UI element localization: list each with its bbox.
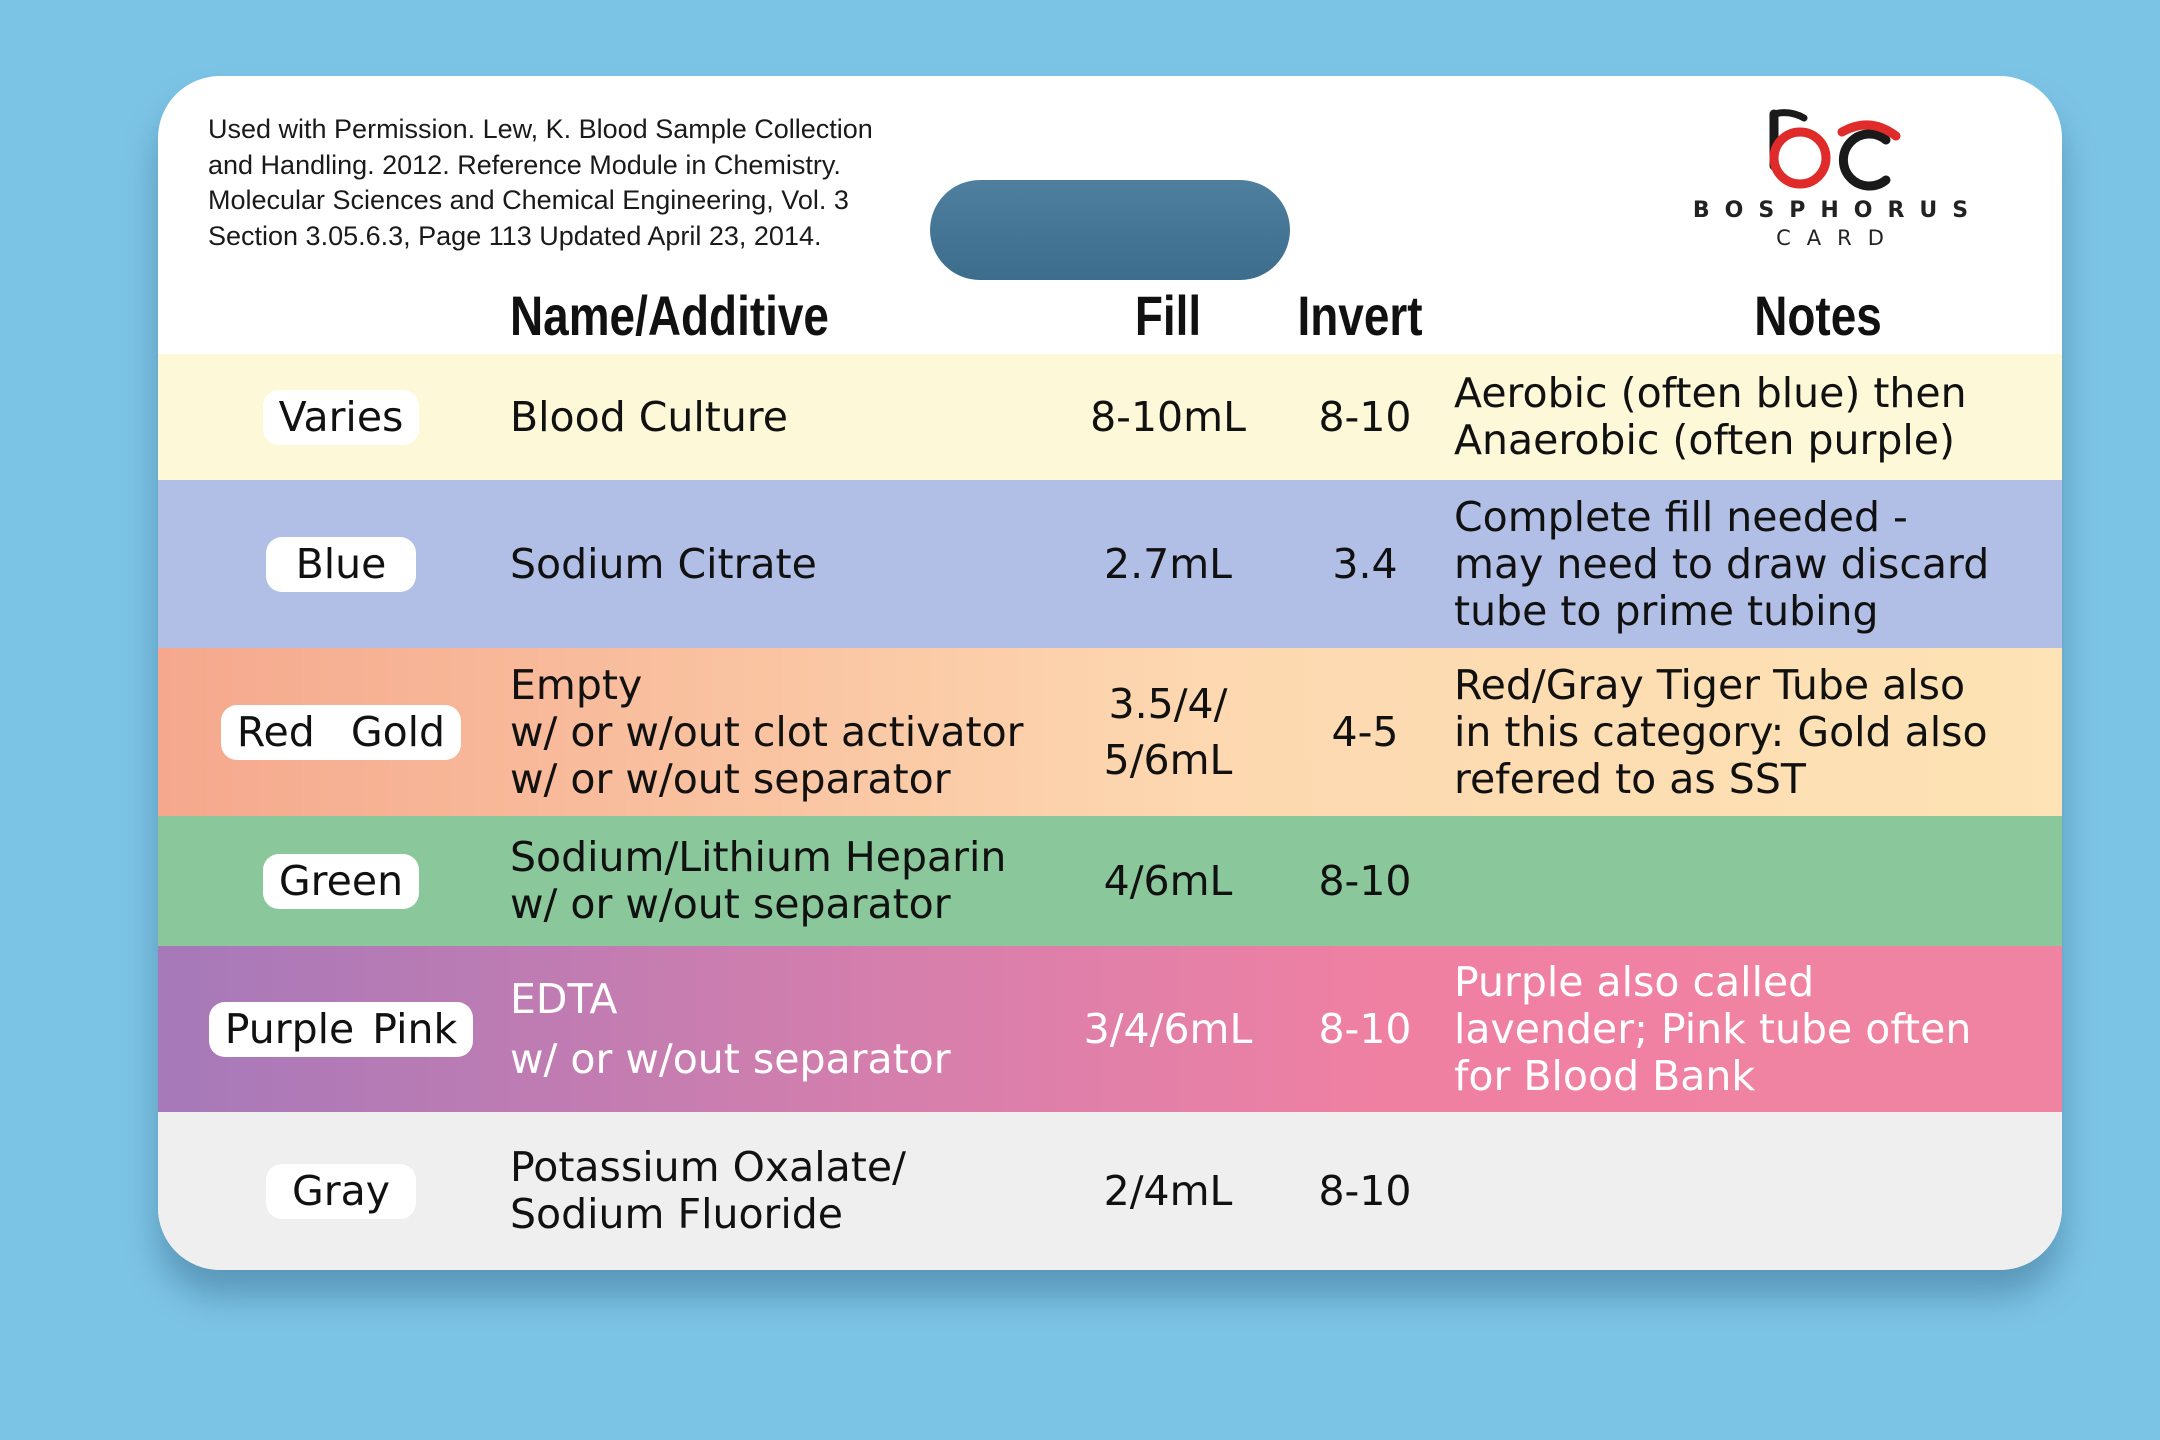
notes: Complete fill needed - may need to draw discard tube to prime tubing xyxy=(1454,492,1990,635)
invert-count: 3.4 xyxy=(1332,539,1398,588)
notes: Purple also called lavender; Pink tube often for Blood Bank xyxy=(1454,957,1972,1100)
invert-count: 8-10 xyxy=(1318,856,1412,905)
tube-row-red-gold xyxy=(158,648,2062,816)
fill-volume: 2/4mL xyxy=(1103,1166,1233,1215)
tube-row-purple-pink xyxy=(158,946,2062,1112)
brand-name: BOSPHORUS xyxy=(1692,198,1984,223)
fill-volume: 2.7mL xyxy=(1104,539,1232,588)
tube-row-varies xyxy=(158,354,2062,480)
bosphorus-logo xyxy=(1678,106,1998,250)
tube-color-pill: Gray xyxy=(266,1164,416,1219)
citation-line: and Handling. 2012. Reference Module in Chemistry. xyxy=(208,149,841,180)
citation-line: Used with Permission. Lew, K. Blood Sample Collection xyxy=(208,114,873,144)
lanyard-slot xyxy=(930,180,1290,280)
additive-name: Blood Culture xyxy=(510,392,788,441)
tube-color-pill: Varies xyxy=(263,390,420,445)
additive-name: Sodium Citrate xyxy=(510,539,817,588)
additive-name: EDTA w/ or w/out separator xyxy=(510,975,951,1083)
header-notes: Notes xyxy=(1754,284,1882,347)
invert-count: 4-5 xyxy=(1331,707,1399,756)
tube-color-pill: Blue xyxy=(266,537,416,592)
additive-name: Sodium/Lithium Heparin w/ or w/out separator xyxy=(510,833,1007,928)
additive-name: Potassium Oxalate/ Sodium Fluoride xyxy=(510,1143,906,1238)
tube-row-blue xyxy=(158,480,2062,648)
tube-color-pill: Green xyxy=(263,854,419,909)
tube-row-green xyxy=(158,816,2062,946)
citation-line: Molecular Sciences and Chemical Engineering, Vol. 3 xyxy=(208,185,849,215)
invert-count: 8-10 xyxy=(1318,1166,1412,1215)
fill-volume: 8-10mL xyxy=(1090,392,1246,441)
brand-subtitle: CARD xyxy=(1776,226,1900,250)
bc-logo-icon xyxy=(1760,106,1916,196)
fill-volume: 3.5/4/ 5/6mL xyxy=(1103,680,1233,784)
tube-row-gray xyxy=(158,1112,2062,1270)
header-name-additive: Name/Additive xyxy=(510,284,829,347)
header-fill: Fill xyxy=(1134,284,1202,347)
additive-name: Empty w/ or w/out clot activator w/ or w/out separator xyxy=(510,660,1024,803)
invert-count: 8-10 xyxy=(1318,392,1412,441)
citation-line: Section 3.05.6.3, Page 113 Updated April 23, 2014. xyxy=(208,220,822,251)
header-invert: Invert xyxy=(1297,284,1423,347)
notes: Red/Gray Tiger Tube also in this category: Gold also refered to as SST xyxy=(1454,660,1988,803)
notes xyxy=(1454,1112,2054,1270)
tube-color-pill: Purple Pink xyxy=(209,1002,473,1057)
fill-volume: 3/4/6mL xyxy=(1083,1004,1253,1053)
notes xyxy=(1454,816,2054,946)
citation-text xyxy=(208,112,1028,254)
notes: Aerobic (often blue) then Anaerobic (often purple) xyxy=(1454,369,1967,464)
reference-card xyxy=(158,76,2062,1270)
invert-count: 8-10 xyxy=(1318,1004,1412,1053)
tube-color-pill: Red Gold xyxy=(221,705,461,760)
fill-volume: 4/6mL xyxy=(1103,856,1233,905)
